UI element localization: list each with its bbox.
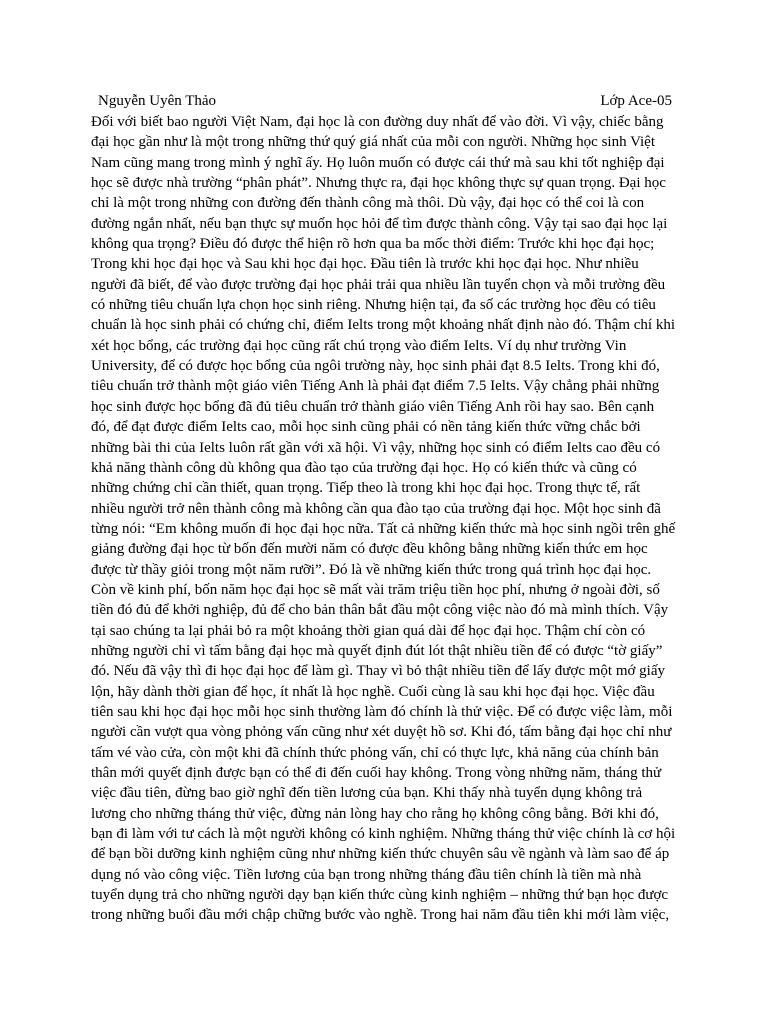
author-name: Nguyễn Uyên Thảo bbox=[98, 93, 217, 109]
essay-line: tại sao chúng ta lại phải bỏ ra một khoảng thời gian quá dài để học đại học. Thậm chí còn có bbox=[91, 622, 646, 639]
essay-line: tuyển dụng trả cho những người dạy bạn kiến thức cùng kinh nghiệm – những thứ bạn học được bbox=[91, 887, 669, 904]
essay-line: tiêu chuẩn trở thành một giáo viên Tiếng Anh là phải đạt điểm 7.5 Ielts. Vậy chẳng phải những bbox=[91, 378, 660, 395]
class-name: Lớp Ace-05 bbox=[600, 93, 672, 109]
essay-line: học sẽ được nhà trường “phân phát”. Nhưng thực ra, đại học không thực sự quan trọng. Đại học bbox=[91, 175, 666, 192]
essay-line: tiền đó đủ để khởi nghiệp, đủ để cho bản thân bắt đầu một công việc nào đó mà mình thích. Vậy bbox=[91, 602, 669, 619]
essay-line: không qua trọng? Điều đó được thể hiện rõ hơn qua ba mốc thời điểm: Trước khi học đại học; bbox=[91, 236, 655, 253]
essay-line: việc đầu tiên, đừng bao giờ nghĩ đến tiền lương của bạn. Khi thấy nhà tuyển dụng không trả bbox=[91, 785, 643, 802]
essay-line: Trong khi học đại học và Sau khi học đại học. Đầu tiên là trước khi học đại học. Như nhiều bbox=[91, 256, 639, 273]
essay-line: được từ thầy giỏi trong một năm rưỡi”. Đó là về những kiến thức trong quá trình học đại học. bbox=[91, 561, 652, 578]
essay-line: những người chỉ vì tấm bằng đại học mà quyết định đút lót thật nhiều tiền để có được “tờ giấy” bbox=[91, 642, 663, 659]
essay-line: giảng đường đại học từ bốn đến mười năm có được đều không bằng những kiến thức em học bbox=[91, 541, 648, 558]
essay-line: bạn đi làm với tư cách là một người không có kinh nghiệm. Những tháng thử việc chính là cơ hội bbox=[91, 826, 676, 843]
essay-line: người cần vượt qua vòng phỏng vấn cũng như xét duyệt hồ sơ. Khi đó, tấm bằng đại học chỉ như bbox=[91, 724, 672, 741]
essay-line: University, để có được học bổng của ngôi trường này, học sinh phải đạt 8.5 Ielts. Trong khi đó, bbox=[91, 358, 660, 375]
essay-line: đường ngắn nhất, nếu bạn thực sự muốn học hỏi để tìm được thành công. Vậy tại sao đại học lại bbox=[91, 215, 668, 232]
essay-line: lộn, hãy dành thời gian để học, ít nhất là học nghề. Cuối cùng là sau khi học đại học. Việc đầu bbox=[91, 683, 655, 700]
essay-line: lương cho những tháng thử việc, đừng nản lòng hay cho rằng họ không công bằng. Bởi khi đó, bbox=[91, 805, 659, 822]
essay-line: tiên sau khi học đại học mỗi học sinh thường làm đó chính là thử việc. Để có được việc làm, mỗi bbox=[91, 703, 673, 720]
essay-line: đó. Nếu đã vậy thì đi học đại học để làm gì. Thay vì bỏ thật nhiều tiền để lấy được một mớ giấy bbox=[91, 663, 666, 680]
document-header bbox=[98, 93, 672, 113]
essay-line: có những tiêu chuẩn lựa chọn học sinh riêng. Nhưng hiện tại, đa số các trường học đều có tiêu bbox=[91, 297, 656, 314]
essay-line: Đối với biết bao người Việt Nam, đại học là con đường duy nhất để vào đời. Vì vậy, chiếc bằng bbox=[91, 114, 664, 130]
essay-line: từng nói: “Em không muốn đi học đại học nữa. Tất cả những kiến thức mà học sinh ngồi trên ghế bbox=[91, 520, 676, 537]
essay-line: đó, để đạt được điểm Ielts cao, mỗi học sinh cũng phải có nền tảng kiến thức vững chắc bởi bbox=[91, 419, 641, 436]
essay-body bbox=[91, 112, 689, 926]
essay-line: học sinh được học bổng đã đủ tiêu chuẩn trở thành giáo viên Tiếng Anh rồi hay sao. Bên cạnh bbox=[91, 398, 655, 415]
essay-line: khả năng thành công dù không qua đào tạo của trường đại học. Họ có kiến thức và cũng có bbox=[91, 459, 637, 476]
essay-line: chỉ là một trong những con đường đến thành công mà thôi. Dù vậy, đại học có thể coi là con bbox=[91, 195, 645, 212]
essay-line: tấm vé vào cửa, còn một khi đã chính thức phỏng vấn, chỉ có thực lực, khả năng của chính bản bbox=[91, 744, 659, 761]
essay-line: xét học bổng, các trường đại học cũng rất chú trọng vào điểm Ielts. Ví dụ như trường Vin bbox=[91, 337, 627, 354]
essay-line: Còn về kinh phí, bốn năm học đại học sẽ mất vài trăm triệu tiền học phí, nhưng ở ngoài đời, số bbox=[91, 581, 660, 598]
essay-line: dụng nó vào công việc. Tiền lương của bạn trong những tháng đầu tiên chính là tiền mà nhà bbox=[91, 866, 642, 883]
essay-line: nhiều người trở nên thành công mà không cần qua đào tạo của trường đại học. Một học sinh đã bbox=[91, 500, 661, 517]
essay-line: người đã biết, để vào được trường đại học phải trải qua nhiều lần tuyển chọn và mỗi trường đều bbox=[91, 276, 666, 293]
essay-line: chuẩn là học sinh phải có chứng chỉ, điểm Ielts trong một khoảng nhất định nào đó. Thậm chí khi bbox=[91, 317, 675, 334]
essay-line: Nam cũng mang trong mình ý nghĩ ấy. Họ luôn muốn có được cái thứ mà sau khi tốt nghiệp đại bbox=[91, 154, 665, 171]
essay-line: những chứng chỉ cần thiết, quan trọng. Tiếp theo là trong khi học đại học. Trong thực tế, rất bbox=[91, 480, 641, 497]
essay-line: những bài thi của Ielts luôn rất gần với xã hội. Vì vậy, những học sinh có điểm Ielts cao đều có bbox=[91, 439, 661, 456]
essay-line: trong những buổi đầu mới chập chững bước vào nghề. Trong hai năm đầu tiên khi mới làm việc, bbox=[91, 907, 670, 924]
essay-line: đại học gần như là một trong những thứ quý giá nhất của mỗi con người. Những học sinh Việt bbox=[91, 134, 655, 151]
essay-line: thân mới quyết định được bạn có thể đi đến cuối hay không. Trong vòng những năm, tháng thử bbox=[91, 765, 662, 781]
essay-line: để bạn bồi dưỡng kinh nghiệm cũng như những kiến thức chuyên sâu về ngành và làm sao để áp bbox=[91, 846, 670, 863]
